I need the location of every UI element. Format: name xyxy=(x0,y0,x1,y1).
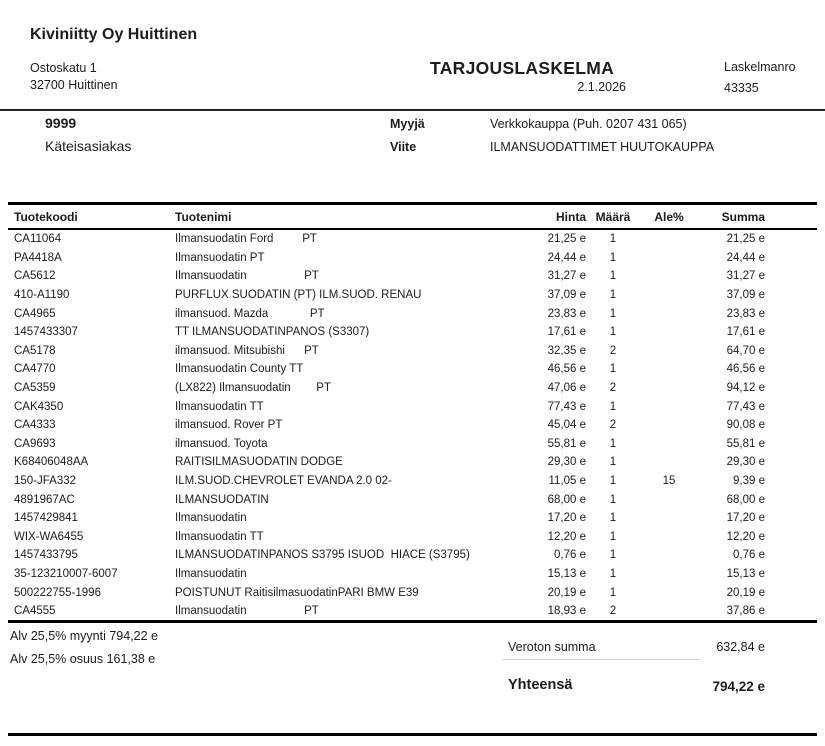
cell-quantity: 1 xyxy=(609,326,617,339)
column-header-quantity: Määrä xyxy=(586,204,640,230)
cell-product-name: TT ILMANSUODATINPANOS (S3307) xyxy=(175,326,370,339)
cell-quantity: 1 xyxy=(609,586,617,599)
table-row xyxy=(8,546,817,565)
cell-product-name: ILMANSUODATINPANOS S3795 ISUOD HIACE (S3795) xyxy=(175,549,470,562)
product-table-body xyxy=(8,229,817,622)
cell-product-name: ilmansuod. Rover PT xyxy=(175,419,283,432)
cell-quantity: 1 xyxy=(609,270,617,283)
cell-sum: 23,83 e xyxy=(726,307,765,320)
table-row xyxy=(8,397,817,416)
column-header-product-code: Tuotekoodi xyxy=(8,204,175,230)
table-row xyxy=(8,360,817,379)
cell-sum: 77,43 e xyxy=(726,400,765,413)
cell-quantity: 1 xyxy=(609,233,617,246)
company-address-line2: 32700 Huittinen xyxy=(30,78,118,92)
cell-product-code: 410-A1190 xyxy=(14,289,70,302)
cell-discount xyxy=(640,528,698,547)
table-row xyxy=(8,267,817,286)
table-row xyxy=(8,435,817,454)
cell-price: 55,81 e xyxy=(547,437,586,450)
cell-quantity: 1 xyxy=(609,530,617,543)
total-value: 794,22 e xyxy=(712,679,765,694)
cell-product-code: 500222755-1996 xyxy=(14,586,101,599)
cell-quantity: 1 xyxy=(609,512,617,525)
cell-product-code: PA4418A xyxy=(14,251,62,264)
cell-sum: 29,30 e xyxy=(726,456,765,469)
cell-price: 20,19 e xyxy=(547,586,586,599)
cell-sum: 17,61 e xyxy=(726,326,765,339)
table-row xyxy=(8,323,817,342)
cell-product-name: ILM.SUOD.CHEVROLET EVANDA 2.0 02- xyxy=(175,475,392,488)
table-row xyxy=(8,583,817,602)
customer-name: Käteisasiakas xyxy=(45,138,132,154)
cell-discount xyxy=(640,249,698,268)
bottom-border-line xyxy=(8,733,817,736)
cell-discount xyxy=(640,416,698,435)
cell-product-code: 4891967AC xyxy=(14,493,75,506)
cell-product-code: CA11064 xyxy=(14,233,62,246)
cell-discount xyxy=(640,435,698,454)
cell-product-code: CA4555 xyxy=(14,605,56,618)
cell-sum: 55,81 e xyxy=(726,437,765,450)
cell-product-name: (LX822) Ilmansuodatin PT xyxy=(175,382,331,395)
cell-discount xyxy=(640,509,698,528)
cell-price: 21,25 e xyxy=(547,233,586,246)
cell-sum: 94,12 e xyxy=(726,382,765,395)
cell-quantity: 1 xyxy=(609,456,617,469)
company-address xyxy=(30,60,118,94)
cell-price: 23,83 e xyxy=(547,307,586,320)
cell-sum: 31,27 e xyxy=(726,270,765,283)
cell-discount xyxy=(640,602,698,622)
cell-discount xyxy=(640,323,698,342)
cell-product-name: ilmansuod. Toyota xyxy=(175,437,268,450)
column-header-discount: Ale% xyxy=(640,204,698,230)
cell-price: 0,76 e xyxy=(554,549,586,562)
cell-discount xyxy=(640,565,698,584)
table-row xyxy=(8,342,817,361)
table-row xyxy=(8,472,817,491)
cell-product-name: RAITISILMASUODATIN DODGE xyxy=(175,456,343,469)
cell-sum: 68,00 e xyxy=(726,493,765,506)
cell-quantity: 1 xyxy=(609,475,617,488)
cell-product-code: CA4333 xyxy=(14,419,56,432)
table-header-row xyxy=(8,204,817,230)
cell-quantity: 1 xyxy=(609,567,617,580)
cell-discount: 15 xyxy=(662,475,676,488)
cell-product-name: PURFLUX SUODATIN (PT) ILM.SUOD. RENAU xyxy=(175,289,422,302)
cell-discount xyxy=(640,304,698,323)
seller-value: Verkkokauppa (Puh. 0207 431 065) xyxy=(490,117,687,131)
cell-product-name: ilmansuod. Mitsubishi PT xyxy=(175,344,319,357)
cell-sum: 37,86 e xyxy=(726,605,765,618)
vat-sales-line: Alv 25,5% myynti 794,22 e xyxy=(10,629,158,643)
cell-sum: 46,56 e xyxy=(726,363,765,376)
table-row xyxy=(8,379,817,398)
cell-product-code: 1457429841 xyxy=(14,512,78,525)
cell-price: 18,93 e xyxy=(547,605,586,618)
cell-discount xyxy=(640,286,698,305)
cell-quantity: 2 xyxy=(609,382,617,395)
net-sum-value: 632,84 e xyxy=(716,640,765,654)
cell-price: 77,43 e xyxy=(547,400,586,413)
cell-discount xyxy=(640,267,698,286)
document-date: 2.1.2026 xyxy=(577,80,626,94)
cell-product-name: Ilmansuodatin xyxy=(175,567,247,580)
cell-discount xyxy=(640,490,698,509)
cell-discount xyxy=(640,583,698,602)
cell-sum: 20,19 e xyxy=(726,586,765,599)
seller-label: Myyjä xyxy=(390,117,425,131)
cell-price: 68,00 e xyxy=(547,493,586,506)
cell-discount xyxy=(640,379,698,398)
cell-price: 45,04 e xyxy=(547,419,586,432)
cell-sum: 0,76 e xyxy=(733,549,765,562)
cell-product-name: Ilmansuodatin TT xyxy=(175,400,264,413)
table-row xyxy=(8,490,817,509)
cell-quantity: 2 xyxy=(609,344,617,357)
table-row xyxy=(8,249,817,268)
cell-sum: 12,20 e xyxy=(726,530,765,543)
cell-price: 11,05 e xyxy=(548,475,586,488)
cell-sum: 17,20 e xyxy=(726,512,765,525)
cell-product-code: CA5359 xyxy=(14,382,56,395)
cell-discount xyxy=(640,360,698,379)
cell-sum: 15,13 e xyxy=(726,567,765,580)
cell-sum: 21,25 e xyxy=(726,233,765,246)
net-sum-label: Veroton summa xyxy=(508,640,596,654)
cell-product-name: Ilmansuodatin County TT xyxy=(175,363,304,376)
cell-price: 17,61 e xyxy=(547,326,586,339)
table-row xyxy=(8,565,817,584)
cell-product-code: CA5612 xyxy=(14,270,56,283)
cell-product-name: Ilmansuodatin TT xyxy=(175,530,264,543)
cell-discount xyxy=(640,397,698,416)
cell-discount xyxy=(640,453,698,472)
cell-discount xyxy=(640,546,698,565)
cell-quantity: 1 xyxy=(609,307,617,320)
table-row xyxy=(8,509,817,528)
company-address-line1: Ostoskatu 1 xyxy=(30,61,97,75)
column-header-product-name: Tuotenimi xyxy=(175,204,503,230)
cell-product-code: CAK4350 xyxy=(14,400,64,413)
cell-product-code: 1457433307 xyxy=(14,326,78,339)
cell-quantity: 1 xyxy=(609,400,617,413)
table-row xyxy=(8,304,817,323)
cell-product-code: CA9693 xyxy=(14,437,56,450)
cell-product-code: CA4770 xyxy=(14,363,56,376)
table-row xyxy=(8,453,817,472)
reference-label: Viite xyxy=(390,140,417,154)
cell-product-code: 1457433795 xyxy=(14,549,78,562)
cell-product-name: Ilmansuodatin PT xyxy=(175,605,319,618)
document-number: 43335 xyxy=(724,81,759,95)
product-table xyxy=(8,202,817,623)
cell-price: 15,13 e xyxy=(547,567,586,580)
company-name: Kiviniitty Oy Huittinen xyxy=(30,26,198,43)
vat-share-line: Alv 25,5% osuus 161,38 e xyxy=(10,652,156,666)
cell-price: 31,27 e xyxy=(547,270,586,283)
cell-product-name: Ilmansuodatin PT xyxy=(175,270,319,283)
cell-quantity: 1 xyxy=(609,549,617,562)
header-divider-line xyxy=(0,109,825,111)
reference-value: ILMANSUODATTIMET HUUTOKAUPPA xyxy=(490,140,715,154)
customer-code: 9999 xyxy=(45,115,77,131)
cell-quantity: 1 xyxy=(609,251,617,264)
cell-product-name: ilmansuod. Mazda PT xyxy=(175,307,325,320)
cell-sum: 64,70 e xyxy=(726,344,765,357)
cell-price: 37,09 e xyxy=(547,289,586,302)
cell-product-code: 150-JFA332 xyxy=(14,475,77,488)
cell-price: 17,20 e xyxy=(547,512,586,525)
cell-price: 32,35 e xyxy=(547,344,586,357)
cell-sum: 9,39 e xyxy=(733,475,765,488)
cell-quantity: 2 xyxy=(609,419,617,432)
cell-price: 29,30 e xyxy=(547,456,586,469)
document-number-label: Laskelmanro xyxy=(724,60,796,74)
cell-quantity: 1 xyxy=(609,289,617,302)
cell-product-code: CA4965 xyxy=(14,307,56,320)
cell-product-name: Ilmansuodatin PT xyxy=(175,251,265,264)
cell-sum: 37,09 e xyxy=(726,289,765,302)
cell-product-code: CA5178 xyxy=(14,344,56,357)
cell-product-code: 35-123210007-6007 xyxy=(14,567,118,580)
document-title: TARJOUSLASKELMA xyxy=(430,58,615,78)
total-label: Yhteensä xyxy=(508,677,573,693)
column-header-price: Hinta xyxy=(503,204,586,230)
table-row xyxy=(8,229,817,249)
cell-quantity: 2 xyxy=(609,605,617,618)
cell-price: 47,06 e xyxy=(547,382,586,395)
cell-product-name: Ilmansuodatin xyxy=(175,512,247,525)
cell-discount xyxy=(640,342,698,361)
cell-product-name: ILMANSUODATIN xyxy=(175,493,269,506)
net-sum-underline xyxy=(503,659,699,660)
cell-product-name: Ilmansuodatin Ford PT xyxy=(175,233,317,246)
cell-price: 12,20 e xyxy=(547,530,586,543)
cell-product-code: K68406048AA xyxy=(14,456,89,469)
cell-price: 46,56 e xyxy=(547,363,586,376)
cell-discount xyxy=(640,229,698,249)
cell-quantity: 1 xyxy=(609,437,617,450)
cell-price: 24,44 e xyxy=(547,251,586,264)
cell-sum: 24,44 e xyxy=(726,251,765,264)
cell-quantity: 1 xyxy=(609,493,617,506)
cell-product-name: POISTUNUT RaitisilmasuodatinPARI BMW E39 xyxy=(175,586,419,599)
table-row xyxy=(8,416,817,435)
cell-quantity: 1 xyxy=(609,363,617,376)
table-row xyxy=(8,602,817,622)
cell-product-code: WIX-WA6455 xyxy=(14,530,84,543)
column-header-sum: Summa xyxy=(698,204,817,230)
table-row xyxy=(8,528,817,547)
table-row xyxy=(8,286,817,305)
cell-sum: 90,08 e xyxy=(726,419,765,432)
